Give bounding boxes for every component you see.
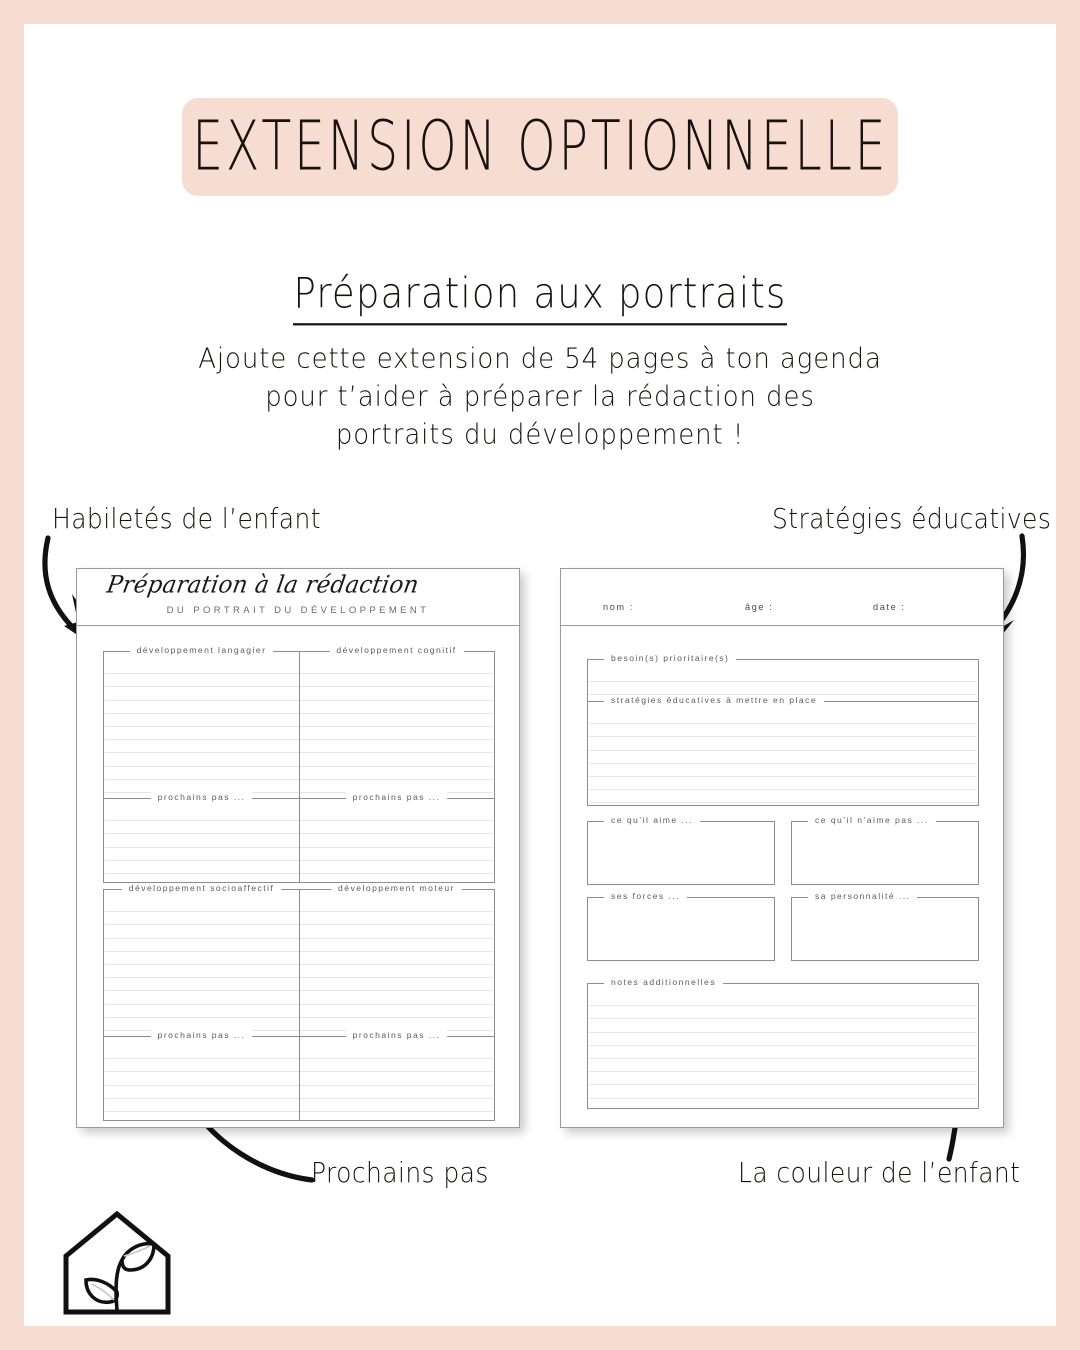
annotation-label-couleur: La couleur de l’enfant xyxy=(738,1156,1021,1189)
left-page-title-caps: DU PORTRAIT DU DÉVELOPPEMENT xyxy=(166,605,430,616)
quadrant-heading-socioaffectif: développement socioaffectif xyxy=(122,883,282,893)
field-label-nom: nom : xyxy=(603,602,634,612)
page-title xyxy=(0,269,1080,317)
quadrant-group-bottom xyxy=(103,883,495,1121)
section-legend-forces: ses forces ... xyxy=(604,891,687,901)
rule-line xyxy=(589,669,977,682)
subtitle-line-2: pour t’aider à préparer la rédaction des xyxy=(265,381,815,413)
rule-line xyxy=(589,751,977,764)
worksheet-page-right xyxy=(560,568,1004,1128)
header-pill-label: EXTENSION OPTIONNELLE xyxy=(191,107,889,187)
next-steps-label-langagier: prochains pas ... xyxy=(151,792,253,802)
ruled-lines-strategies xyxy=(589,702,977,805)
field-label-date: date : xyxy=(873,602,906,612)
section-box-aime-pas xyxy=(791,815,979,885)
field-label-age: âge : xyxy=(745,602,774,612)
quadrant-divider-top xyxy=(299,652,300,798)
quadrant-divider-bottom xyxy=(299,890,300,1036)
quadrant-heading-cognitif: développement cognitif xyxy=(329,645,463,655)
annotation-label-strategies: Stratégies éducatives xyxy=(772,502,1052,535)
left-page-title-script: Préparation à la rédaction xyxy=(104,571,421,599)
rule-line xyxy=(589,1006,977,1019)
annotation-label-prochains-pas: Prochains pas xyxy=(311,1156,489,1189)
rule-line xyxy=(589,1059,977,1072)
quadrant-heading-langagier: développement langagier xyxy=(130,645,274,655)
next-steps-label-cognitif: prochains pas ... xyxy=(346,792,448,802)
section-legend-personnalite: sa personnalité ... xyxy=(808,891,917,901)
rule-line xyxy=(589,1085,977,1098)
rule-line xyxy=(589,1072,977,1085)
next-steps-divider-bottom xyxy=(299,1037,300,1120)
annotation-label-habiletes: Habiletés de l’enfant xyxy=(52,502,321,535)
worksheet-page-left xyxy=(76,568,520,1128)
next-steps-divider-top xyxy=(299,799,300,882)
next-steps-box-top xyxy=(103,792,495,883)
rule-line xyxy=(589,790,977,803)
section-box-notes xyxy=(587,977,979,1109)
rule-line xyxy=(589,724,977,737)
rule-line xyxy=(589,1046,977,1059)
subtitle-line-3: portraits du développement ! xyxy=(335,419,745,451)
next-steps-label-moteur: prochains pas ... xyxy=(346,1030,448,1040)
section-legend-aime: ce qu’il aime ... xyxy=(604,815,700,825)
section-box-aime xyxy=(587,815,775,885)
quadrant-group-top xyxy=(103,645,495,883)
section-box-strategies xyxy=(587,695,979,806)
rule-line xyxy=(589,682,977,695)
rule-line xyxy=(589,777,977,790)
section-legend-aime-pas: ce qu’il n’aime pas ... xyxy=(808,815,936,825)
next-steps-box-bottom xyxy=(103,1030,495,1121)
rule-line xyxy=(589,711,977,724)
rule-line xyxy=(589,1019,977,1032)
intro-subtitle xyxy=(0,340,1080,454)
page-title-text: Préparation aux portraits xyxy=(293,269,786,325)
rule-line xyxy=(589,764,977,777)
section-legend-besoins: besoin(s) prioritaire(s) xyxy=(604,653,736,663)
quadrant-heading-moteur: développement moteur xyxy=(331,883,462,893)
section-legend-notes: notes additionnelles xyxy=(604,977,723,987)
rule-line xyxy=(589,1033,977,1046)
section-box-forces xyxy=(587,891,775,961)
quadrant-box-bottom xyxy=(103,883,495,1037)
right-page-header xyxy=(561,569,1003,626)
house-sprout-logo xyxy=(58,1208,176,1320)
section-legend-strategies: stratégies éducatives à mettre en place xyxy=(604,695,824,705)
rule-line xyxy=(589,993,977,1006)
header-pill xyxy=(182,98,898,196)
quadrant-box-top xyxy=(103,645,495,799)
next-steps-label-socioaffectif: prochains pas ... xyxy=(151,1030,253,1040)
section-box-personnalite xyxy=(791,891,979,961)
rule-line xyxy=(589,737,977,750)
left-page-header xyxy=(77,569,519,626)
subtitle-line-1: Ajoute cette extension de 54 pages à ton agenda xyxy=(198,343,882,375)
ruled-lines-notes xyxy=(589,984,977,1108)
